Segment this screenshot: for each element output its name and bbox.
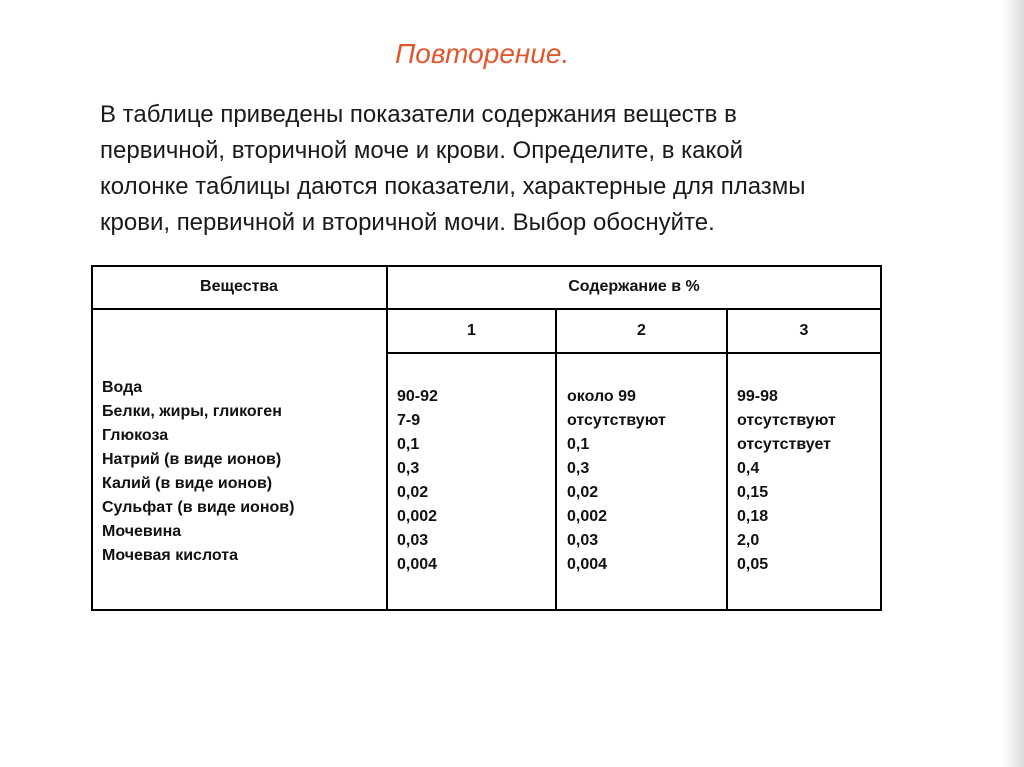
substance-item: Калий (в виде ионов) — [102, 475, 273, 492]
substance-item: Натрий (в виде ионов) — [102, 451, 282, 468]
table-cell: 0,004 — [567, 556, 608, 573]
column-3-values — [737, 385, 836, 577]
substance-item: Глюкоза — [102, 427, 169, 444]
header-content: Содержание в % — [568, 278, 700, 295]
table-border-bottom — [91, 609, 882, 611]
task-paragraph — [100, 97, 806, 241]
column-2-3-divider — [726, 309, 728, 610]
column-1-values — [397, 385, 438, 577]
substance-item: Белки, жиры, гликоген — [102, 403, 282, 420]
table-cell: 0,002 — [567, 508, 608, 525]
substance-item: Вода — [102, 379, 143, 396]
table-cell: 0,05 — [737, 556, 769, 573]
table-cell: 0,1 — [567, 436, 590, 453]
table-cell: 0,03 — [567, 532, 599, 549]
table-cell: отсутствуют — [567, 412, 666, 429]
substance-item: Мочевина — [102, 523, 182, 540]
paragraph-line: В таблице приведены показатели содержания веществ в — [100, 101, 737, 128]
table-cell: 0,002 — [397, 508, 438, 525]
table-cell: 0,03 — [397, 532, 429, 549]
column-label-2: 2 — [637, 322, 646, 339]
table-cell: 99-98 — [737, 388, 778, 405]
table-cell: 0,1 — [397, 436, 420, 453]
paragraph-line: первичной, вторичной моче и крови. Определите, в какой — [100, 137, 744, 164]
table-border-left — [91, 265, 93, 610]
slide-title: Повторение. — [395, 38, 570, 69]
table-cell: 0,15 — [737, 484, 769, 501]
column-label-1: 1 — [467, 322, 476, 339]
column-label-3: 3 — [799, 322, 809, 339]
table-cell: 7-9 — [397, 412, 421, 429]
table-cell: 0,02 — [397, 484, 429, 501]
table-cell: 0,3 — [397, 460, 420, 477]
table-cell: около 99 — [567, 388, 636, 405]
column-1-2-divider — [555, 309, 557, 610]
table-cell: 90-92 — [397, 388, 438, 405]
table-cell: отсутствуют — [737, 412, 836, 429]
table-cell: отсутствует — [737, 436, 831, 453]
table-cell: 2,0 — [737, 532, 760, 549]
substance-item: Сульфат (в виде ионов) — [102, 499, 295, 516]
paragraph-line: крови, первичной и вторичной мочи. Выбор обоснуйте. — [100, 209, 715, 236]
substances-list — [102, 376, 294, 568]
paragraph-line: колонке таблицы даются показатели, характерные для плазмы — [100, 173, 806, 200]
substance-item: Мочевая кислота — [102, 547, 238, 564]
header-substances: Вещества — [200, 278, 278, 295]
column-2-values — [567, 385, 666, 577]
table-cell: 0,4 — [737, 460, 760, 477]
table-cell: 0,18 — [737, 508, 769, 525]
table-cell: 0,02 — [567, 484, 599, 501]
table-cell: 0,3 — [567, 460, 590, 477]
slide-edge-shadow — [1002, 0, 1024, 767]
table-cell: 0,004 — [397, 556, 438, 573]
